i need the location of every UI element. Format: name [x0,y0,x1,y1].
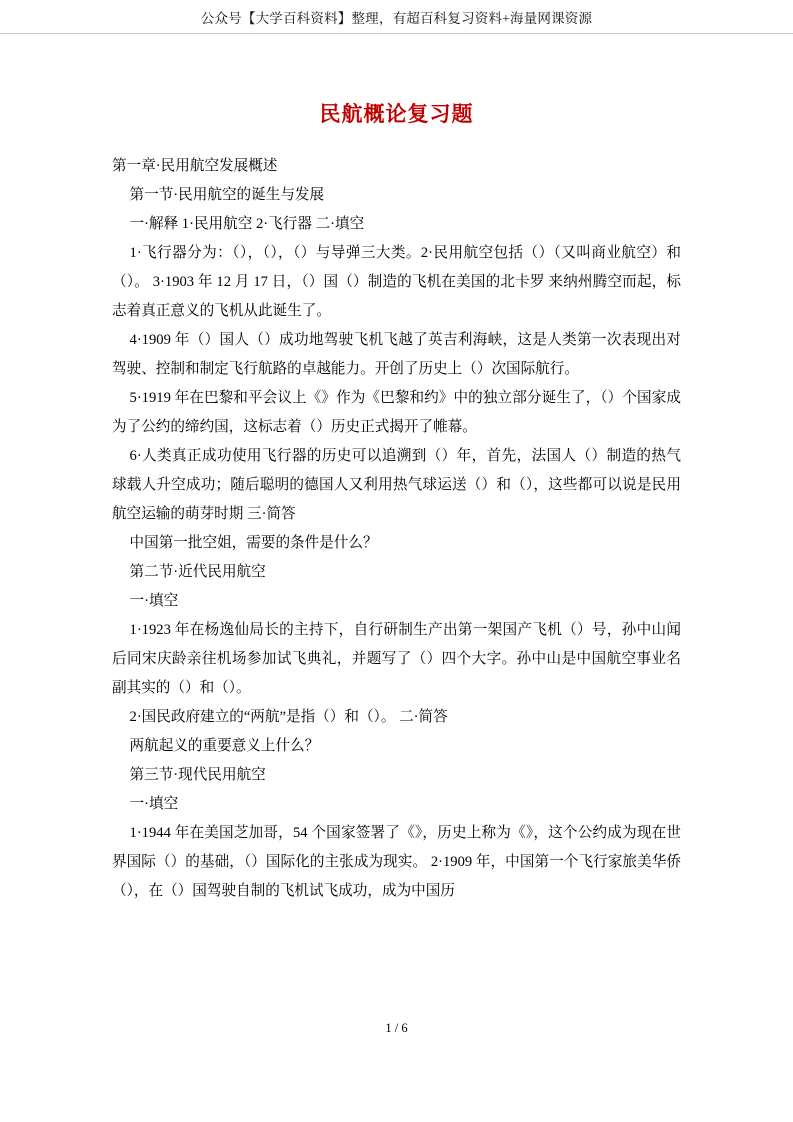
paragraph: 第一节·民用航空的诞生与发展 [129,187,325,203]
paragraph: 第二节·近代民用航空 [129,564,266,580]
paragraph: 一·解释 1·民用航空 2·飞行器 二·填空 [129,216,365,232]
page-header [0,0,793,34]
page-footer [0,1021,793,1036]
header-watermark-text: 公众号【大学百科资料】整理，有超百科复习资料+海量网课资源 [200,10,593,26]
paragraph: 一·填空 [129,796,179,812]
paragraph: 中国第一批空姐，需要的条件是什么？ [129,535,378,551]
paragraph: 两航起义的重要意义上什么？ [129,738,320,754]
paragraph: 4·1909 年（）国人（）成功地驾驶飞机飞越了英吉利海峡，这是人类第一次表现出对驾驶、控制和制定飞行航路的卓越能力。开创了历史上（）次国际航行。 [112,332,681,377]
paragraph: 1·飞行器分为：（），（），（）与导弹三大类。2·民用航空包括（）（又叫商业航空）和（）。 3·1903 年 12 月 17 日，（）国（）制造的飞机在美国的北卡罗 来纳州腾空而起，标志着真正意义的飞机从此诞生了。 [112,245,681,319]
document-body [0,33,793,1122]
paragraph: 6·人类真正成功使用飞行器的历史可以追溯到（）年，首先，法国人（）制造的热气球载人升空成功；随后聪明的德国人又利用热气球运送（）和（），这些都可以说是民用航空运输的萌芽时期 三·简答 [112,448,681,522]
paragraph: 一·填空 [129,593,179,609]
paragraph: 第三节·现代民用航空 [129,767,266,783]
paragraph: 1·1944 年在美国芝加哥，54 个国家签署了《》，历史上称为《》，这个公约成为现在世界国际（）的基础，（）国际化的主张成为现实。 2·1909 年，中国第一个飞行家旅美华侨（），在（）国驾驶自制的飞机试飞成功，成为中国历 [112,825,681,899]
page-number: 1 / 6 [385,1021,408,1035]
page-title: 民航概论复习题 [319,102,474,126]
paragraph: 1·1923 年在杨逸仙局长的主持下，自行研制生产出第一架国产飞机（）号，孙中山闻后同宋庆龄亲往机场参加试飞典礼，并题写了（）四个大字。孙中山是中国航空事业名副其实的（）和（）。 [112,622,681,696]
paragraph: 5·1919 年在巴黎和平会议上《》作为《巴黎和约》中的独立部分诞生了，（）个国家成为了公约的缔约国，这标志着（）历史正式揭开了帷幕。 [112,390,681,435]
paragraph: 第一章·民用航空发展概述 [112,158,278,174]
paragraph: 2·国民政府建立的“两航”是指（）和（）。 二·简答 [129,709,448,725]
